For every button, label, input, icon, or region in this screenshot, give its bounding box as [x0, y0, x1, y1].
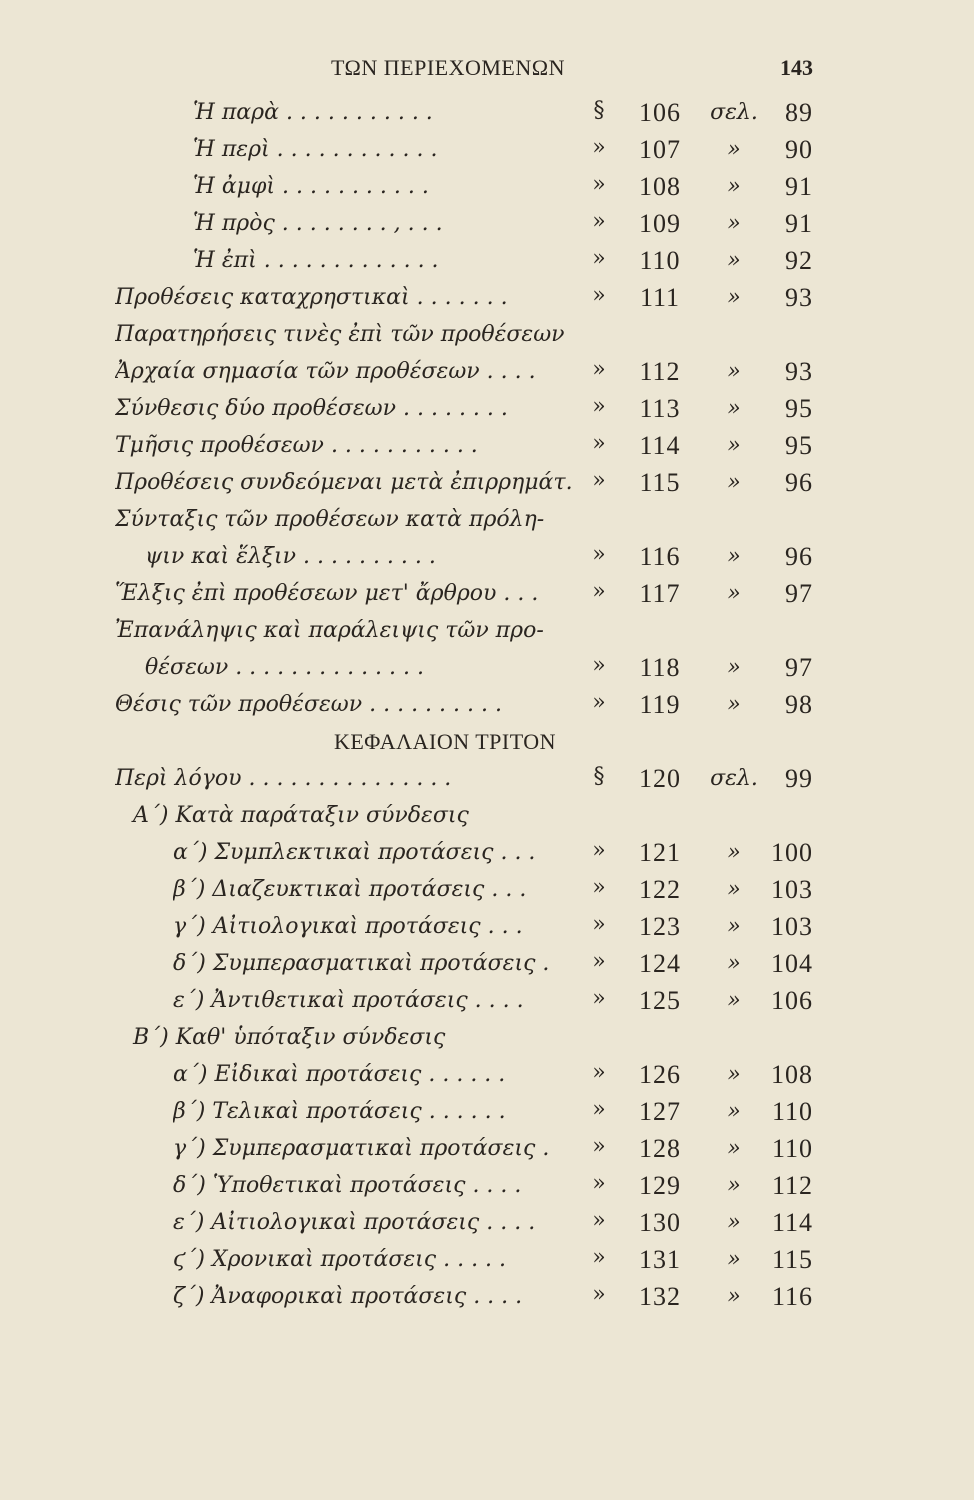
page-unit: »: [727, 581, 741, 606]
entry-page: 116: [771, 1282, 813, 1311]
page-unit: »: [727, 914, 741, 939]
section-number: 107: [639, 135, 681, 164]
section-number: 112: [639, 357, 681, 386]
section-mark: »: [592, 912, 606, 937]
toc-entry: [0, 135, 974, 172]
entry-page: 91: [785, 172, 813, 201]
section-number: 115: [639, 468, 681, 497]
section-number: 121: [639, 838, 681, 867]
section-mark: »: [592, 690, 606, 715]
toc-entry: [0, 172, 974, 209]
toc-entry: [0, 1097, 974, 1134]
toc-entry: [0, 1282, 974, 1319]
page-unit: »: [727, 470, 741, 495]
toc-entry: [0, 690, 974, 727]
entry-page: 89: [785, 98, 813, 127]
entry-title: Περὶ λόγου . . . . . . . . . . . . . . .: [115, 766, 452, 791]
toc-entry: [0, 209, 974, 246]
entry-title: Ἕλξις ἐπὶ προθέσεων μετ' ἄρθρου . . .: [115, 581, 539, 606]
page-unit: »: [727, 1136, 741, 1161]
section-number: 128: [639, 1134, 681, 1163]
section-mark: »: [592, 653, 606, 678]
toc-entry: [0, 1245, 974, 1282]
section-mark: »: [592, 579, 606, 604]
toc-entry: [0, 764, 974, 801]
section-number: 126: [639, 1060, 681, 1089]
entry-page: 103: [771, 875, 813, 904]
entry-title: Σύνθεσις δύο προθέσεων . . . . . . . .: [115, 396, 508, 421]
entry-title: Ἡ παρὰ . . . . . . . . . . .: [193, 100, 433, 125]
entry-page: 106: [771, 986, 813, 1015]
chapter-heading-row: [0, 727, 974, 764]
section-number: 117: [639, 579, 681, 608]
section-number: 106: [639, 98, 681, 127]
section-mark: §: [593, 98, 605, 123]
entry-title: Σύνταξις τῶν προθέσεων κατὰ πρόλη-: [115, 507, 545, 532]
entry-title: Ἡ περὶ . . . . . . . . . . . .: [193, 137, 438, 162]
entry-title: Παρατηρήσεις τινὲς ἐπὶ τῶν προθέσεων: [115, 322, 565, 347]
section-number: 122: [639, 875, 681, 904]
entry-title: ϛ΄) Χρονικαὶ προτάσεις . . . . .: [173, 1247, 507, 1272]
section-number: 116: [639, 542, 681, 571]
section-mark: »: [592, 1171, 606, 1196]
page-unit: »: [727, 1062, 741, 1087]
section-mark: »: [592, 1060, 606, 1085]
subsection-heading-row: [0, 1023, 974, 1060]
entry-title: Προθέσεις καταχρηστικαὶ . . . . . . .: [115, 285, 508, 310]
entry-page: 91: [785, 209, 813, 238]
entry-title: β΄) Διαζευκτικαὶ προτάσεις . . .: [173, 877, 527, 902]
toc-entry: [0, 949, 974, 986]
page-unit: »: [727, 137, 741, 162]
page-unit: »: [727, 285, 741, 310]
toc-entry: [0, 579, 974, 616]
section-number: 111: [639, 283, 681, 312]
entry-title: δ΄) Ὑποθετικαὶ προτάσεις . . . .: [173, 1173, 522, 1198]
entry-title: δ΄) Συμπερασματικαὶ προτάσεις .: [173, 951, 550, 976]
entry-page: 98: [785, 690, 813, 719]
section-mark: »: [592, 357, 606, 382]
page-unit: »: [727, 544, 741, 569]
entry-title: Προθέσεις συνδεόμεναι μετὰ ἐπιρρημάτ.: [115, 470, 573, 495]
entry-title: Ἐπανάληψις καὶ παράλειψις τῶν προ-: [115, 618, 544, 643]
page-number: 143: [780, 55, 813, 80]
entry-page: 115: [771, 1245, 813, 1274]
page-unit: »: [727, 655, 741, 680]
page-unit: »: [727, 211, 741, 236]
section-mark: »: [592, 431, 606, 456]
entry-title: ε΄) Αἰτιολογικαὶ προτάσεις . . . .: [173, 1210, 536, 1235]
entry-title: Θέσις τῶν προθέσεων . . . . . . . . . .: [115, 692, 502, 717]
section-mark: »: [592, 1134, 606, 1159]
page-unit: »: [727, 1173, 741, 1198]
toc-entry: [0, 431, 974, 468]
toc-entry: [0, 98, 974, 135]
page-unit: »: [727, 988, 741, 1013]
entry-title: Ἡ ἐπὶ . . . . . . . . . . . . .: [193, 248, 439, 273]
section-mark: §: [593, 764, 605, 789]
section-mark: »: [592, 246, 606, 271]
section-mark: »: [592, 1097, 606, 1122]
section-mark: »: [592, 1245, 606, 1270]
page-unit: σελ.: [710, 766, 758, 791]
section-mark: »: [592, 468, 606, 493]
toc-entry: [0, 1171, 974, 1208]
toc-entry: [0, 542, 974, 579]
section-number: 108: [639, 172, 681, 201]
section-mark: »: [592, 1208, 606, 1233]
toc-entry: [0, 986, 974, 1023]
entry-page: 110: [771, 1097, 813, 1126]
section-number: 120: [639, 764, 681, 793]
toc-entry: [0, 394, 974, 431]
toc-entry: [0, 653, 974, 690]
section-mark: »: [592, 394, 606, 419]
section-number: 109: [639, 209, 681, 238]
entry-page: 108: [771, 1060, 813, 1089]
entry-page: 97: [785, 653, 813, 682]
entry-page: 97: [785, 579, 813, 608]
entry-title: θέσεων . . . . . . . . . . . . . .: [145, 655, 425, 680]
page-unit: »: [727, 840, 741, 865]
section-number: 125: [639, 986, 681, 1015]
entry-title: Ἀρχαία σημασία τῶν προθέσεων . . . .: [115, 359, 536, 384]
subsection-heading: Β΄) Καθ' ὑπόταξιν σύνδεσις: [133, 1025, 446, 1050]
section-mark: »: [592, 875, 606, 900]
section-number: 118: [639, 653, 681, 682]
entry-title: γ΄) Συμπερασματικαὶ προτάσεις .: [173, 1136, 550, 1161]
page-unit: »: [727, 359, 741, 384]
entry-page: 96: [785, 468, 813, 497]
entry-title: α΄) Εἰδικαὶ προτάσεις . . . . . .: [173, 1062, 506, 1087]
entry-title: ζ΄) Ἀναφορικαὶ προτάσεις . . . .: [173, 1284, 523, 1309]
toc-entry: [0, 838, 974, 875]
entry-page: 95: [785, 431, 813, 460]
entry-page: 96: [785, 542, 813, 571]
toc-entry: [0, 616, 974, 653]
chapter-heading: ΚΕΦΑΛΑΙΟΝ ΤΡΙΤΟΝ: [333, 729, 557, 754]
section-number: 114: [639, 431, 681, 460]
section-mark: »: [592, 172, 606, 197]
page-unit: σελ.: [710, 100, 758, 125]
toc-entry: [0, 505, 974, 542]
page-unit: »: [727, 433, 741, 458]
entry-page: 90: [785, 135, 813, 164]
entry-page: 93: [785, 357, 813, 386]
running-header: [0, 55, 974, 85]
section-mark: »: [592, 949, 606, 974]
section-mark: »: [592, 986, 606, 1011]
entry-title: Ἡ ἀμφὶ . . . . . . . . . . .: [193, 174, 429, 199]
section-mark: »: [592, 838, 606, 863]
entry-page: 104: [771, 949, 813, 978]
section-number: 130: [639, 1208, 681, 1237]
entry-page: 92: [785, 246, 813, 275]
section-mark: »: [592, 283, 606, 308]
section-mark: »: [592, 209, 606, 234]
subsection-heading: Α΄) Κατὰ παράταξιν σύνδεσις: [133, 803, 469, 828]
entry-page: 99: [785, 764, 813, 793]
entry-page: 112: [771, 1171, 813, 1200]
section-number: 124: [639, 949, 681, 978]
entry-page: 110: [771, 1134, 813, 1163]
section-number: 110: [639, 246, 681, 275]
page-unit: »: [727, 248, 741, 273]
section-number: 132: [639, 1282, 681, 1311]
subsection-heading-row: [0, 801, 974, 838]
page-unit: »: [727, 396, 741, 421]
toc-entry: [0, 320, 974, 357]
toc-entry: [0, 1060, 974, 1097]
toc-entry: [0, 1208, 974, 1245]
section-number: 119: [639, 690, 681, 719]
entry-title: ψιν καὶ ἕλξιν . . . . . . . . . .: [145, 544, 436, 569]
entry-title: β΄) Τελικαὶ προτάσεις . . . . . .: [173, 1099, 506, 1124]
page-unit: »: [727, 951, 741, 976]
page-unit: »: [727, 1247, 741, 1272]
entry-page: 103: [771, 912, 813, 941]
section-number: 129: [639, 1171, 681, 1200]
section-mark: »: [592, 135, 606, 160]
toc-entry: [0, 283, 974, 320]
toc-entry: [0, 875, 974, 912]
entry-title: Ἡ πρὸς . . . . . . . . , . . .: [193, 211, 443, 236]
entry-page: 100: [771, 838, 813, 867]
entry-page: 114: [771, 1208, 813, 1237]
toc-entry: [0, 357, 974, 394]
toc-entry: [0, 1134, 974, 1171]
section-number: 127: [639, 1097, 681, 1126]
section-number: 131: [639, 1245, 681, 1274]
page-unit: »: [727, 877, 741, 902]
toc-entry: [0, 468, 974, 505]
running-title: ΤΩΝ ΠΕΡΙΕΧΟΜΕΝΩΝ: [330, 55, 565, 80]
section-mark: »: [592, 1282, 606, 1307]
entry-title: γ΄) Αἰτιολογικαὶ προτάσεις . . .: [173, 914, 523, 939]
toc-entry: [0, 246, 974, 283]
section-number: 123: [639, 912, 681, 941]
toc-entry: [0, 912, 974, 949]
page-unit: »: [727, 1210, 741, 1235]
page-unit: »: [727, 1284, 741, 1309]
entry-title: α΄) Συμπλεκτικαὶ προτάσεις . . .: [173, 840, 536, 865]
page-unit: »: [727, 1099, 741, 1124]
entry-page: 93: [785, 283, 813, 312]
entry-page: 95: [785, 394, 813, 423]
page-unit: »: [727, 174, 741, 199]
section-number: 113: [639, 394, 681, 423]
section-mark: »: [592, 542, 606, 567]
table-of-contents: [0, 98, 974, 1319]
entry-title: Τμῆσις προθέσεων . . . . . . . . . . .: [115, 433, 478, 458]
page-unit: »: [727, 692, 741, 717]
entry-title: ε΄) Ἀντιθετικαὶ προτάσεις . . . .: [173, 988, 524, 1013]
